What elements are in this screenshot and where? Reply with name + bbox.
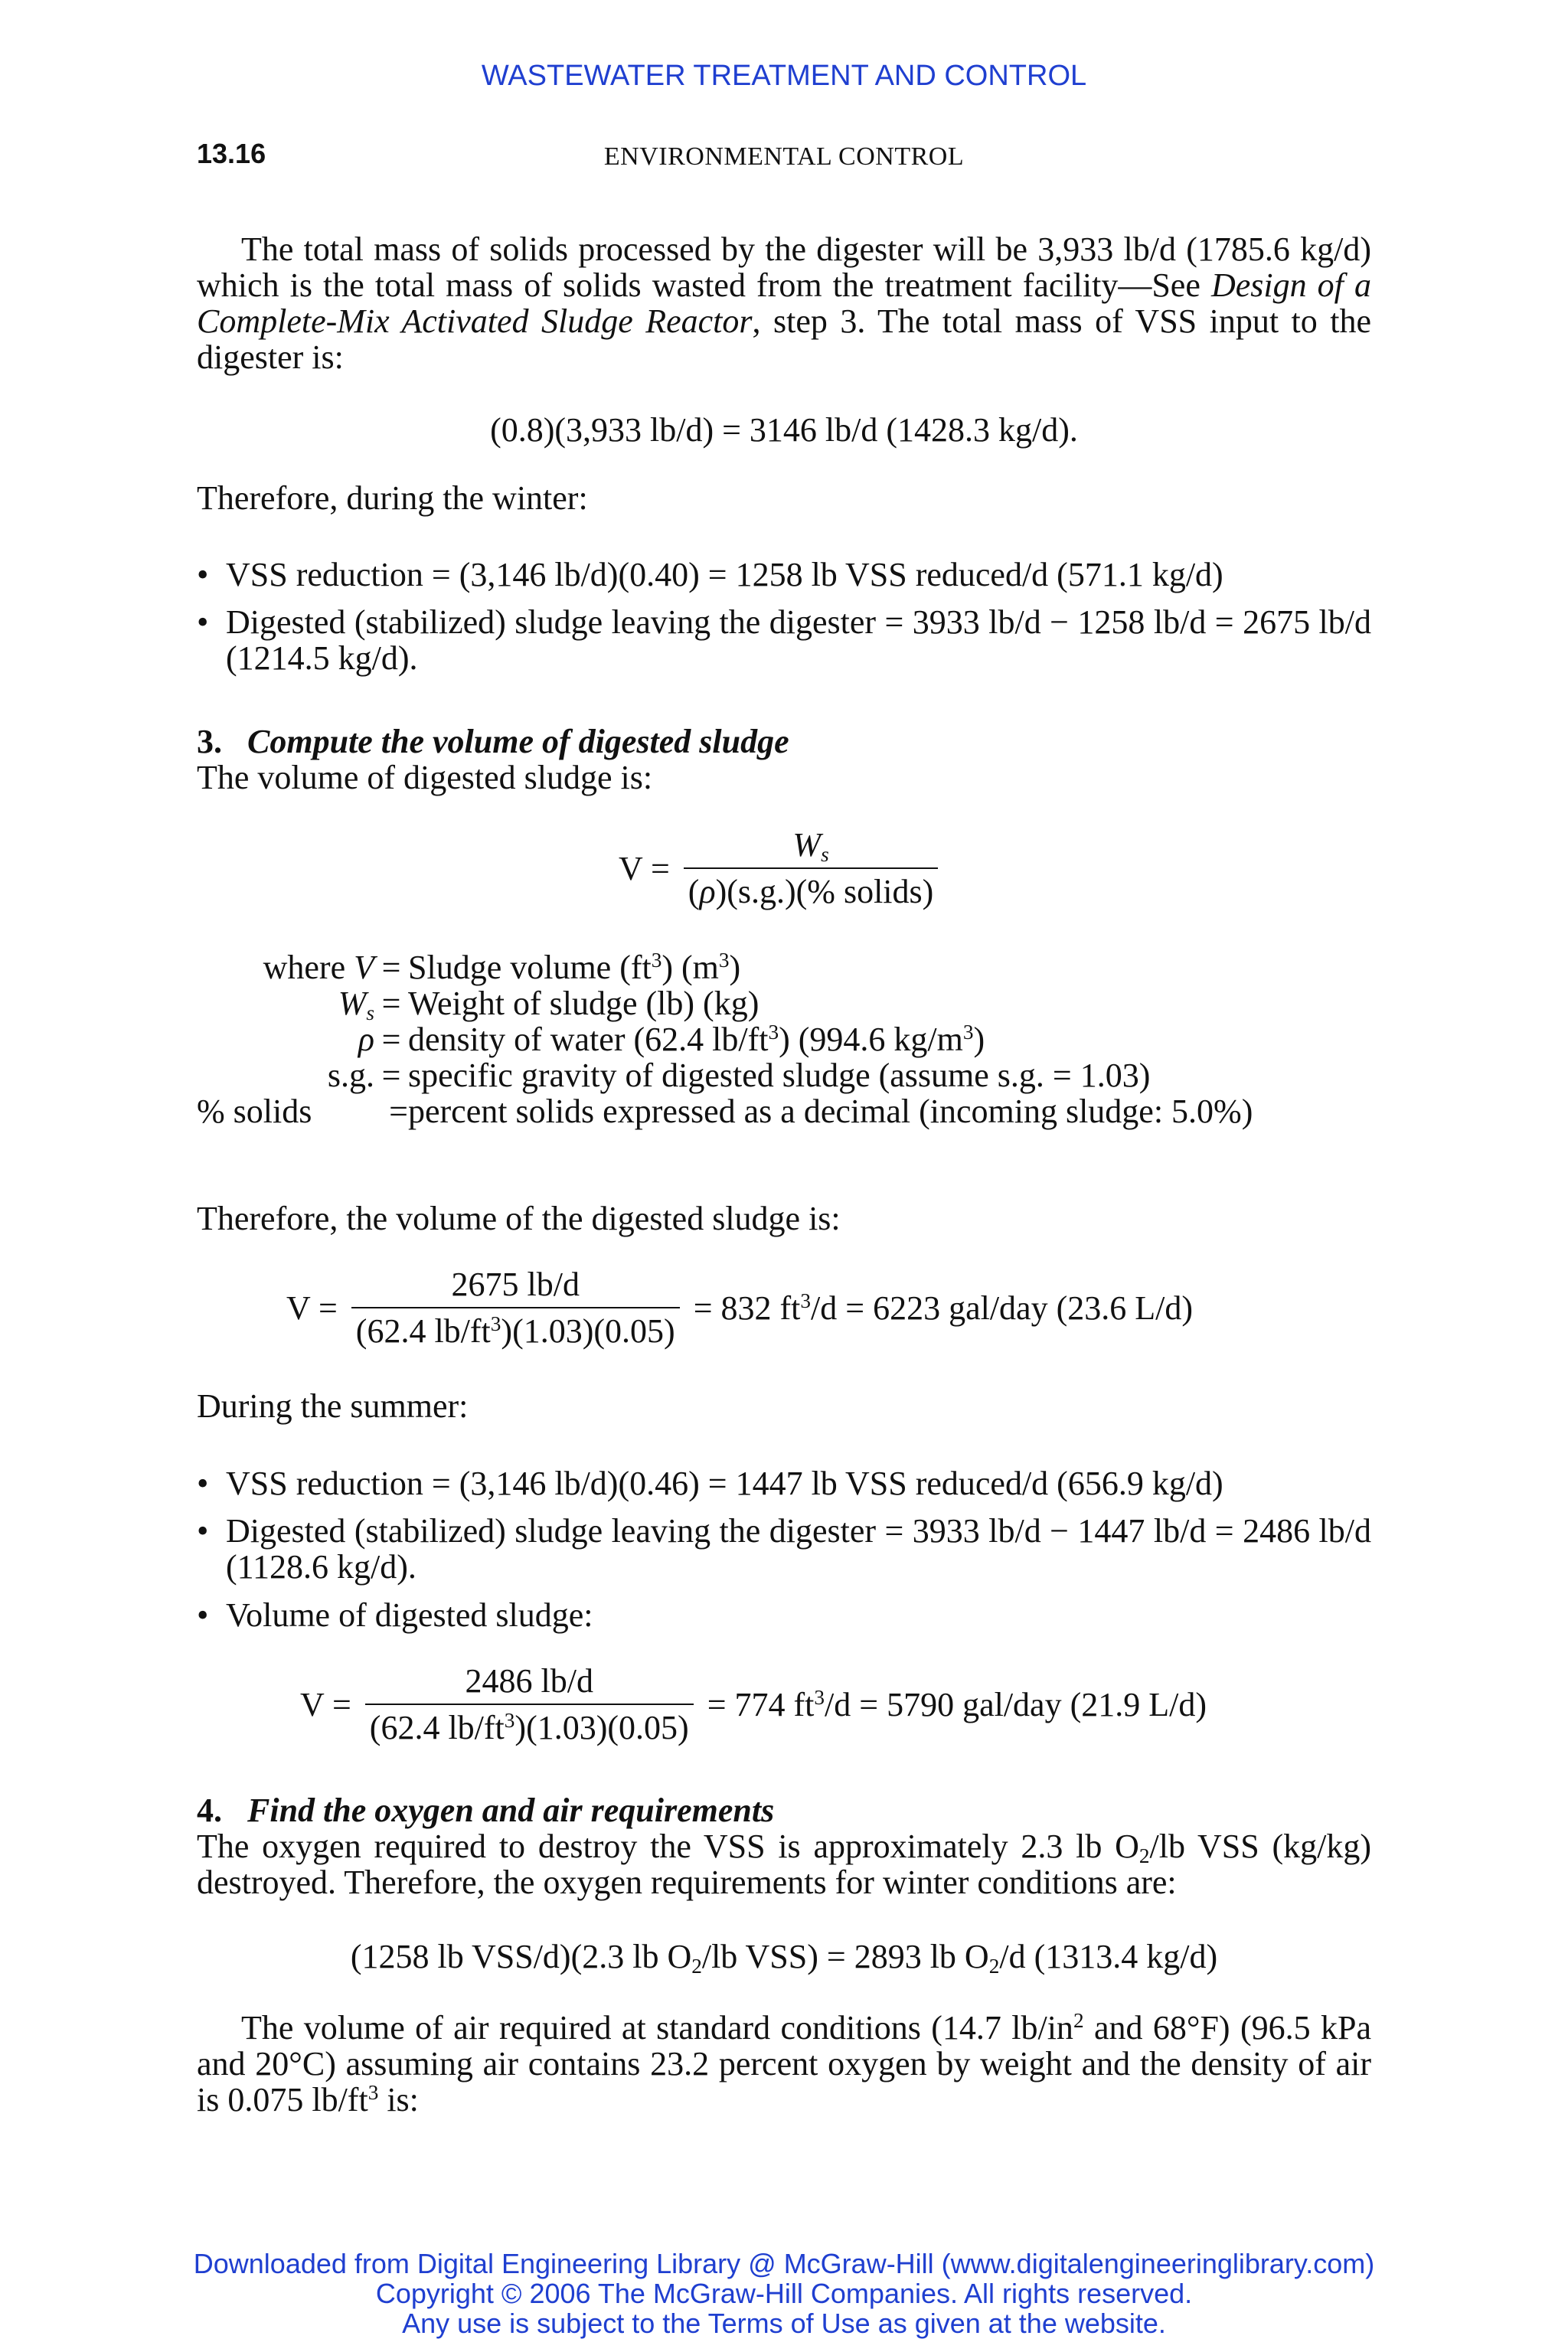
winter-bullet-vss-reduction: • VSS reduction = (3,146 lb/d)(0.40) = 1258 lb VSS reduced/d (571.1 kg/d) [197,556,1223,593]
winter-volume-equation: V = $\frac{2675 lb/d}{(62.4 lb/ft^3)(1.03)(0.05)}$ = 832 $ft^3/d = 6223$ gal/day (23.6 L/d) [286,1266,1193,1350]
variable-definitions [197,949,1253,1129]
summer-lead: During the summer: [197,1387,469,1425]
footer-notice [0,2249,1568,2338]
footer-download-link[interactable]: Downloaded from Digital Engineering Library @ McGraw-Hill (www.digitalengineeringlibrary.com) [193,2248,1375,2279]
definition-row: % solids = percent solids expressed as a decimal (incoming sludge: 5.0%) [197,1093,1253,1130]
intro-paragraph: The total mass of solids processed by the digester will be 3,933 lb/d (1785.6 kg/d) which is the total mass of solids wasted from the treatment facility—See Design of a Complete-Mix Activated Sludge Reactor, step 3. The total mass of VSS input to the digester is: [197,230,1371,376]
bullet-icon: • [197,603,209,641]
running-title: WASTEWATER TREATMENT AND CONTROL [481,60,1087,92]
definition-row: ρ = density of water (62.4 $lb/ft^3$) (994.6 $kg/m^3$) [358,1021,985,1058]
summer-volume-equation: V = $\frac{2486 lb/d}{(62.4 lb/ft^3)(1.03)(0.05)}$ = 774 $ft^3/d = 5790$ gal/day (21.9 L/d) [300,1662,1207,1746]
footer-terms: Any use is subject to the Terms of Use as given at the website. [402,2308,1166,2339]
step-3-lead: The volume of digested sludge is: [197,759,653,796]
summer-bullet-volume: • Volume of digested sludge: [197,1596,593,1634]
summer-bullet-digested-sludge: • Digested (stabilized) sludge leaving the digester = 3933 lb/d − 1447 lb/d = 2486 lb/d (1128.6 kg/d). [197,1512,1371,1586]
definition-row: s.g. = specific gravity of digested sludge (assume s.g. = 1.03) [327,1057,1151,1094]
summer-bullet-vss-reduction: • VSS reduction = (3,146 lb/d)(0.46) = 1447 lb VSS reduced/d (656.9 kg/d) [197,1465,1223,1502]
design-reference: Design of a Complete-Mix Activated Sludge Reactor [197,266,1371,340]
step-3-heading: 3. Compute the volume of digested sludge [197,723,789,760]
footer-copyright: Copyright © 2006 The McGraw-Hill Companies. All rights reserved. [375,2278,1193,2309]
oxygen-requirement-equation: (1258 lb VSS/d)(2.3 lb $O_2/lb$ VSS) = 2893 lb $O_2/d$ (1313.4 kg/d) [350,1938,1218,1978]
page-number: 13.16 [197,138,266,169]
definition-row: $W_s$ = Weight of sludge (lb) (kg) [338,985,760,1024]
sludge-volume-formula: V = $\frac{W_s}{\text{(ρ)(s.g.)(\% solids)}}$ [619,825,938,911]
definition-row: where V = Sludge volume $(ft^3)$ $(m^3)$ [263,949,741,986]
winter-lead: Therefore, during the winter: [197,479,588,517]
bullet-icon: • [197,1596,209,1634]
air-volume-paragraph: The volume of air required at standard conditions (14.7 $lb/in^2$ and 68°F) (96.5 kPa and 20°C) assuming air contains 23.2 percent oxygen by weight and the density of air is 0.075 $lb/ft^3$ is: [197,2009,1372,2118]
vss-input-equation: (0.8)(3,933 lb/d) = 3146 lb/d (1428.3 kg/d). [490,411,1078,449]
bullet-icon: • [197,556,209,593]
winter-volume-lead: Therefore, the volume of the digested sludge is: [197,1200,841,1237]
bullet-icon: • [197,1512,209,1550]
winter-bullet-digested-sludge: • Digested (stabilized) sludge leaving the digester = 3933 lb/d − 1258 lb/d = 2675 lb/d (1214.5 kg/d). [197,603,1371,677]
oxygen-paragraph: The oxygen required to destroy the VSS is approximately 2.3 lb $O_2/lb$ VSS (kg/kg) destroyed. Therefore, the oxygen requirements for winter conditions are: [197,1828,1371,1901]
step-4-heading: 4. Find the oxygen and air requirements [197,1792,775,1829]
bullet-icon: • [197,1465,209,1502]
chapter-title: ENVIRONMENTAL CONTROL [603,142,965,171]
